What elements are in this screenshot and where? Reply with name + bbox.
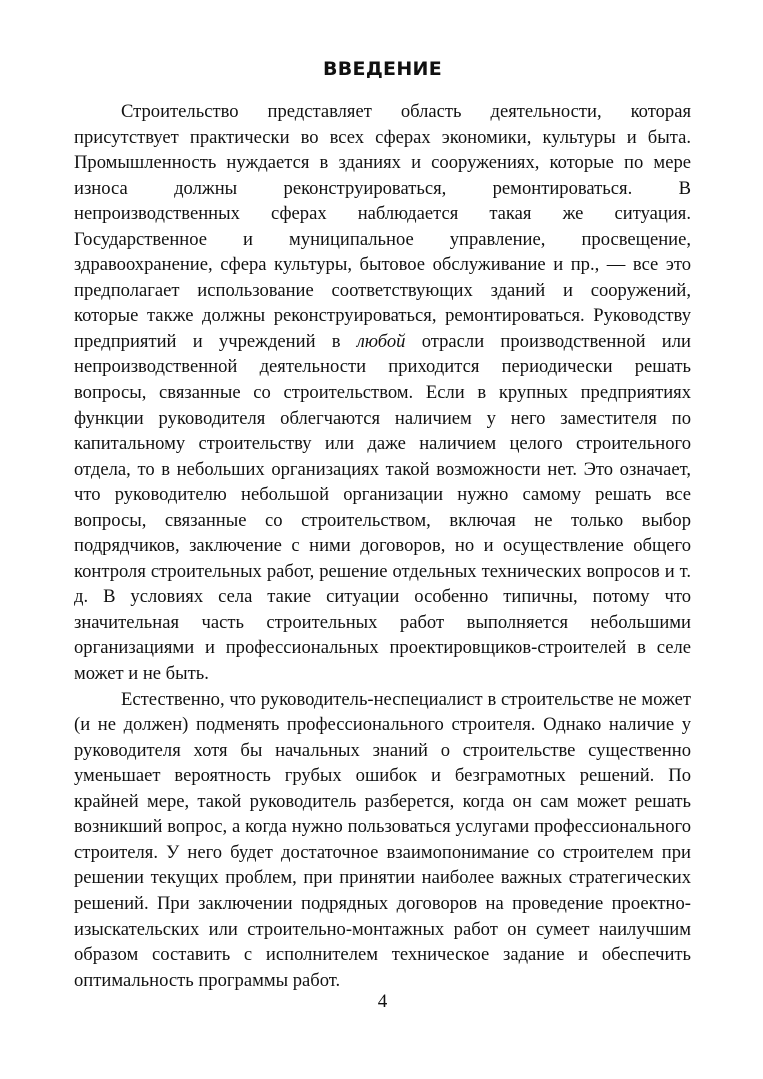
page-number: 4 bbox=[377, 991, 388, 1012]
body-text bbox=[74, 99, 691, 993]
paragraph-1 bbox=[74, 99, 691, 687]
paragraph-1-emphasis: любой bbox=[356, 330, 406, 352]
paragraph-1-text-a: Строительство представляет область деятельности, которая присутствует практически во всех сферах экономики, культуры и быта. Промышленность нуждается в зданиях и сооружениях, которые по мере износа должны реконструироваться, ремонтироваться. В непроизводственных сферах наблюдается такая же ситуация. Государственное и муниципальное управление, просвещение, здравоохранение, сфера культуры, бытовое обслуживание и пр., — все это предполагает использование соответствующих зданий и сооружений, которые также должны реконструироваться, ремонтироваться. Руководству предприятий и учреждений в bbox=[74, 101, 691, 352]
book-page bbox=[74, 0, 691, 1079]
chapter-title: ВВЕДЕНИЕ bbox=[322, 58, 443, 80]
paragraph-1-text-b: отрасли производственной или непроизводственной деятельности приходится периодически решать вопросы, связанные со строительством. Если в крупных предприятиях функции руководителя облегчаются наличием у него заместителя по капитальному строительству или даже наличием целого строительного отдела, то в небольших организациях такой возможности нет. Это означает, что руководителю небольшой организации нужно самому решать все вопросы, связанные со строительством, включая не только выбор подрядчиков, заключение с ними договоров, но и осуществление общего контроля строительных работ, решение отдельных технических вопросов и т. д. В условиях села такие ситуации особенно типичны, потому что значительная часть строительных работ выполняется небольшими организациями и профессиональных проектировщиков-строителей в селе может и не быть. bbox=[74, 330, 691, 685]
paragraph-2: Естественно, что руководитель-неспециалист в строительстве не может (и не должен) подменять профессионального строителя. Однако наличие у руководителя хотя бы начальных знаний о строительстве существенно уменьшает вероятность грубых ошибок и безграмотных решений. По крайней мере, такой руководитель разберется, когда он сам может решать возникший вопрос, а когда нужно пользоваться услугами профессионального строителя. У него будет достаточное взаимопонимание со строителем при решении текущих проблем, при принятии наиболее важных стратегических решений. При заключении подрядных договоров на проведение проектно-изыскательских или строительно-монтажных работ он сумеет наилучшим образом составить с исполнителем техническое задание и обеспечить оптимальность программы работ. bbox=[74, 688, 691, 991]
